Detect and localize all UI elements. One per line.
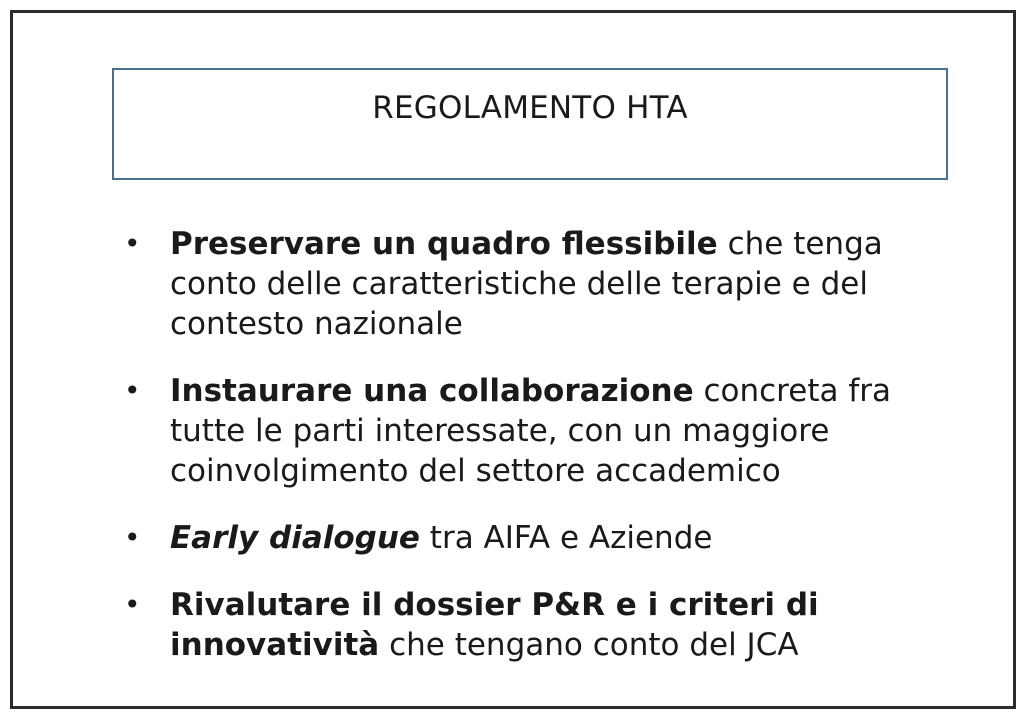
bullet-lead: Early dialogue xyxy=(170,520,420,556)
bullet-item-collaboration xyxy=(124,371,954,491)
bullet-item-dossier-review xyxy=(124,585,954,665)
title-box xyxy=(112,68,948,180)
bullet-text: tra AIFA e Aziende xyxy=(419,520,713,556)
bullet-text: che tenga conto delle caratteristiche delle terapie e del contesto nazionale xyxy=(170,226,883,342)
bullet-list xyxy=(124,224,954,665)
bullet-dot-icon: • xyxy=(124,521,141,554)
bullet-lead: Preservare un quadro flessibile xyxy=(170,226,718,262)
bullet-text: concreta fra tutte le parti interessate, con un maggiore coinvolgimento del settore accademico xyxy=(170,373,891,489)
bullet-dot-icon: • xyxy=(124,374,141,407)
bullet-item-flexible-framework xyxy=(124,224,954,344)
bullet-dot-icon: • xyxy=(124,227,141,260)
bullet-text: che tengano conto del JCA xyxy=(379,627,799,663)
bullet-item-early-dialogue xyxy=(124,518,954,558)
bullet-lead: Instaurare una collaborazione xyxy=(170,373,694,409)
bullet-lead: Rivalutare il dossier P&R e i criteri di innovatività xyxy=(170,587,819,663)
bullet-dot-icon: • xyxy=(124,588,141,621)
slide-title: REGOLAMENTO HTA xyxy=(372,90,688,126)
